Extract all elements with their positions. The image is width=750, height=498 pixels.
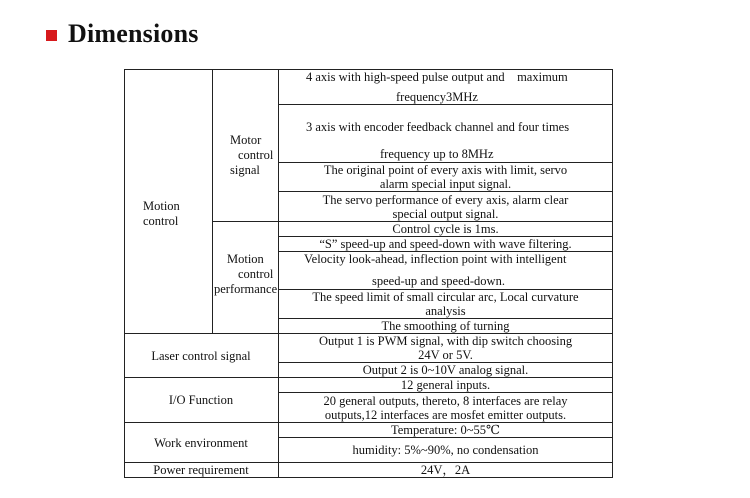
table-cell: The smoothing of turning (381, 319, 510, 333)
table-cell: Output 1 is PWM signal, with dip switch choosing 24V or 5V. (318, 334, 573, 362)
table-cell: 24V，2A (420, 463, 471, 477)
table-border-bottom (124, 477, 613, 478)
group-label-motion-control: Motion control (143, 199, 180, 228)
group-label-io-function: I/O Function (168, 393, 234, 407)
subgroup-label-motion-control-performance: Motion control performance (214, 252, 278, 296)
table-cell: “S” speed-up and speed-down with wave filtering. (319, 237, 572, 251)
table-cell: 20 general outputs, thereto, 8 interfaces are relay outputs,12 interfaces are mosfet emitter outputs. (323, 393, 568, 422)
table-cell: 12 general inputs. (400, 378, 491, 392)
table-cell: frequency3MHz (396, 90, 478, 104)
table-cell: 4 axis with high-speed pulse output and maximum (306, 70, 568, 84)
table-border-right (612, 69, 613, 478)
table-cell: 3 axis with encoder feedback channel and four times (306, 120, 570, 134)
section-heading (46, 16, 199, 52)
table-cell: Velocity look-ahead, inflection point with intelligent (304, 252, 567, 266)
table-cell: Output 2 is 0~10V analog signal. (362, 363, 529, 377)
subgroup-label-motor-control-signal: Motor control signal (230, 133, 274, 177)
group-label-laser-control-signal: Laser control signal (151, 348, 251, 363)
table-cell: The speed limit of small circular arc, Local curvature analysis (312, 290, 579, 318)
table-cell: Temperature: 0~55℃ (390, 423, 501, 437)
table-cell: speed-up and speed-down. (372, 274, 505, 288)
page-title: Dimensions (68, 19, 199, 48)
table-cell: The servo performance of every axis, alarm clear special output signal. (322, 192, 569, 221)
table-cell: humidity: 5%~90%, no condensation (352, 443, 539, 457)
red-square-bullet-icon (46, 30, 57, 41)
group-label-power-requirement: Power requirement (153, 463, 249, 477)
table-divider-col1 (212, 69, 213, 333)
group-label-work-environment: Work environment (154, 435, 248, 450)
table-cell: Control cycle is 1ms. (392, 222, 499, 236)
table-cell: frequency up to 8MHz (380, 147, 494, 161)
table-cell: The original point of every axis with limit, servo alarm special input signal. (323, 163, 568, 191)
